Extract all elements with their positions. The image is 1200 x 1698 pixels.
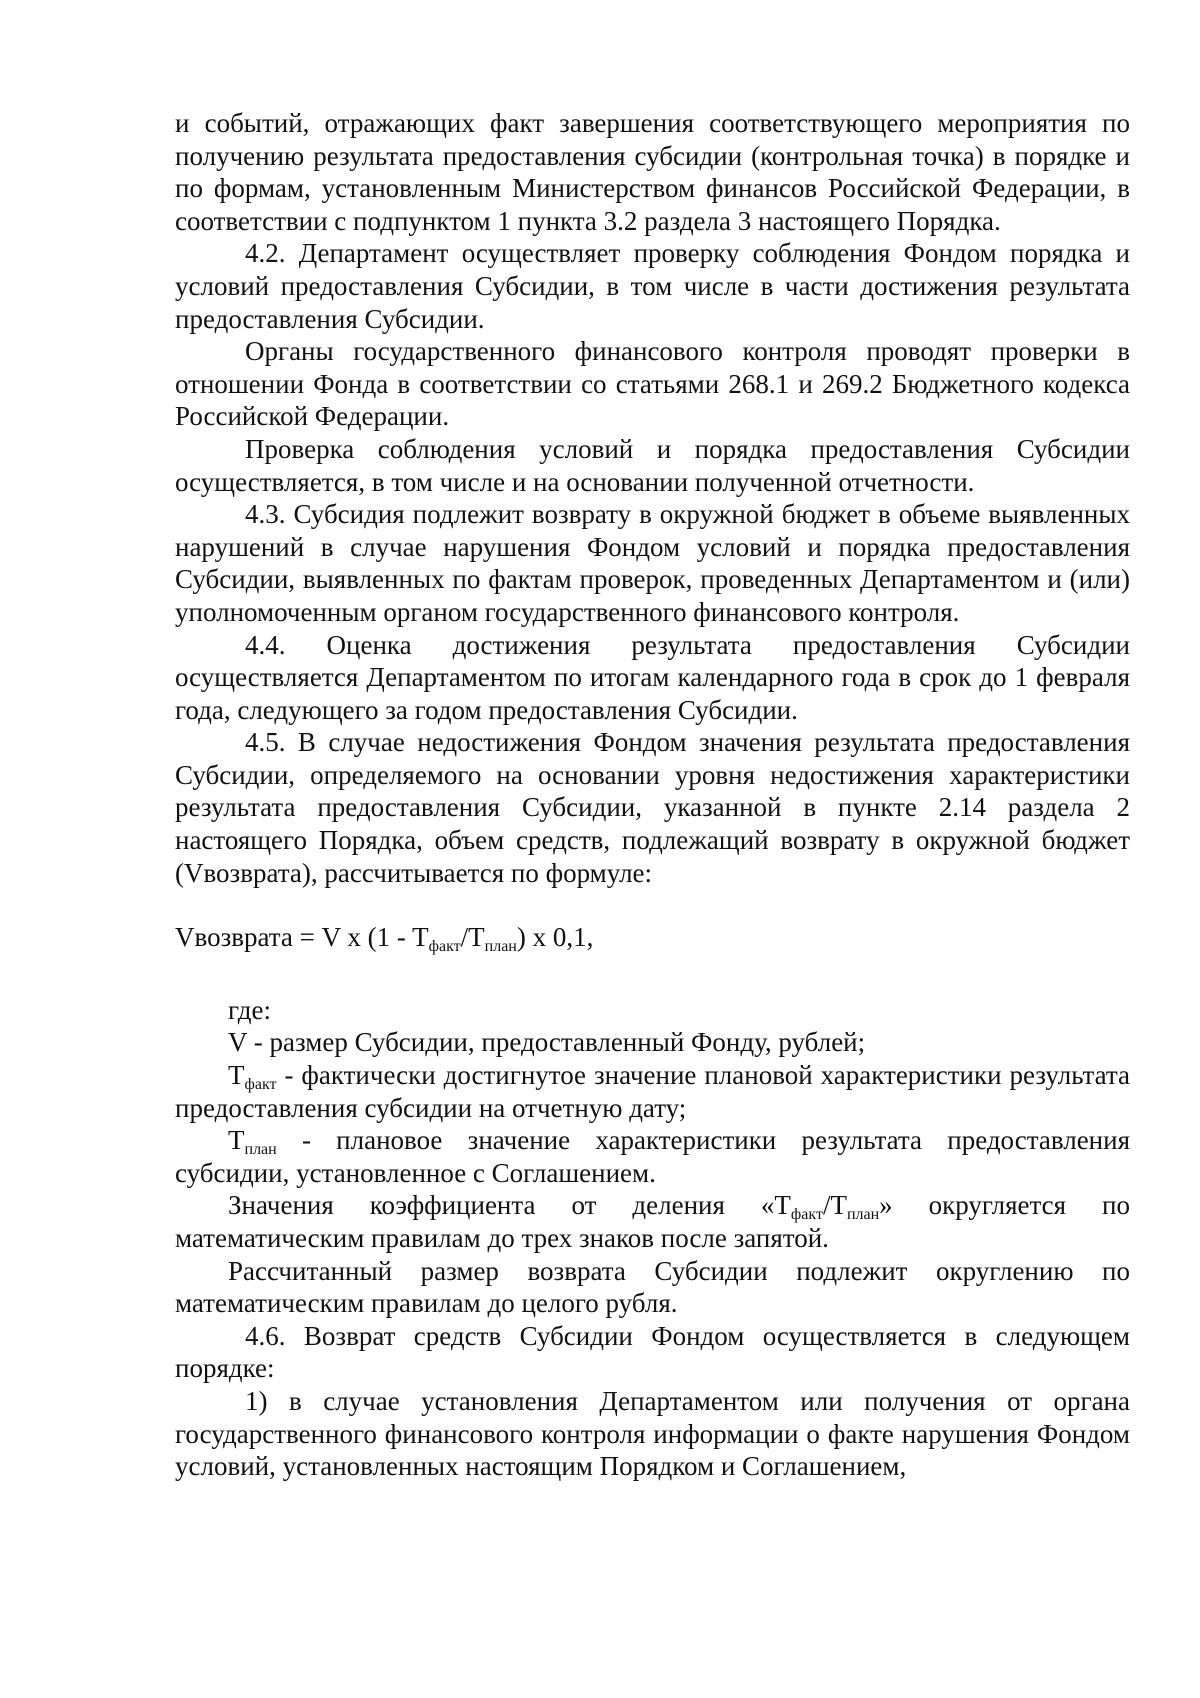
coef-sub-fact: факт [790,1206,823,1224]
paragraph-4-3: 4.3. Субсидия подлежит возврату в окружной бюджет в объеме выявленных нарушений в случае нарушения Фондом условий и порядка предоставления Субсидии, выявленных по фактам проверок, проведенных Департаментом и (или) уполномоченным органом государственного финансового контроля. [175,499,1130,627]
return-formula [175,921,1130,954]
coef-sub-plan: план [846,1206,880,1224]
coef-text-c: » округляется по математическим правилам до трех знаков после запятой. [175,1190,1130,1253]
t-fact-text: - фактически достигнутое значение плановой характеристики результата предоставления субсидии на отчетную дату; [175,1060,1130,1123]
paragraph-4-2: 4.2. Департамент осуществляет проверку соблюдения Фондом порядка и условий предоставления Субсидии, в том числе в части достижения результата предоставления Субсидии. [175,238,1130,334]
t-plan-subscript: план [244,1141,277,1159]
t-plan-symbol: T [228,1125,245,1156]
definition-t-fact [175,1059,1130,1124]
return-amount-rounding: Рассчитанный размер возврата Субсидии подлежит округлению по математическим правилам до целого рубля. [175,1255,1130,1319]
formula-lhs: Vвозврата = V x (1 - T [175,922,429,953]
paragraph-4-6: 4.6. Возврат средств Субсидии Фондом осуществляется в следующем порядке: [175,1320,1130,1384]
coefficient-rounding [175,1189,1130,1254]
paragraph-financial-control: Органы государственного финансового контроля проводят проверки в отношении Фонда в соответствии со статьями 268.1 и 269.2 Бюджетного кодекса Российской Федерации. [175,336,1130,432]
t-plan-text: - плановое значение характеристики результата предоставления субсидии, установленное с Соглашением. [175,1125,1130,1188]
paragraph-verification: Проверка соблюдения условий и порядка предоставления Субсидии осуществляется, в том числе и на основании полученной отчетности. [175,433,1130,497]
formula-sub-plan: план [484,938,517,956]
coef-text-a: Значения коэффициента от деления «T [228,1190,791,1221]
paragraph-control-point: и событий, отражающих факт завершения соответствующего мероприятия по получению результата предоставления субсидии (контрольная точка) в порядке и по формам, установленным Министерством финансов Российской Федерации, в соответствии с подпунктом 1 пункта 3.2 раздела 3 настоящего Порядка. [175,108,1130,236]
coef-text-b: /T [822,1190,847,1221]
definition-t-plan [175,1124,1130,1189]
paragraph-4-5: 4.5. В случае недостижения Фондом значения результата предоставления Субсидии, определяемого на основании уровня недостижения характеристики результата предоставления Субсидии, указанной в пункте 2.14 раздела 2 настоящего Порядка, объем средств, подлежащий возврату в окружной бюджет (Vвозврата), рассчитывается по формуле: [175,727,1130,888]
where-label: где: [228,994,271,1025]
paragraph-4-4: 4.4. Оценка достижения результата предоставления Субсидии осуществляется Департаментом по итогам календарного года в срок до 1 февраля года, следующего за годом предоставления Субсидии. [175,629,1130,725]
document-page [175,107,1130,1483]
t-fact-symbol: T [228,1060,245,1091]
t-fact-subscript: факт [244,1076,277,1094]
formula-rhs: ) x 0,1, [516,922,594,953]
paragraph-4-6-item-1: 1) в случае установления Департаментом или получения от органа государственного финансового контроля информации о факте нарушения Фондом условий, установленных настоящим Порядком и Соглашением, [175,1385,1130,1482]
formula-sub-fact: факт [428,938,461,956]
formula-mid: /T [460,922,485,953]
definition-v: V - размер Субсидии, предоставленный Фонду, рублей; [228,1027,866,1058]
